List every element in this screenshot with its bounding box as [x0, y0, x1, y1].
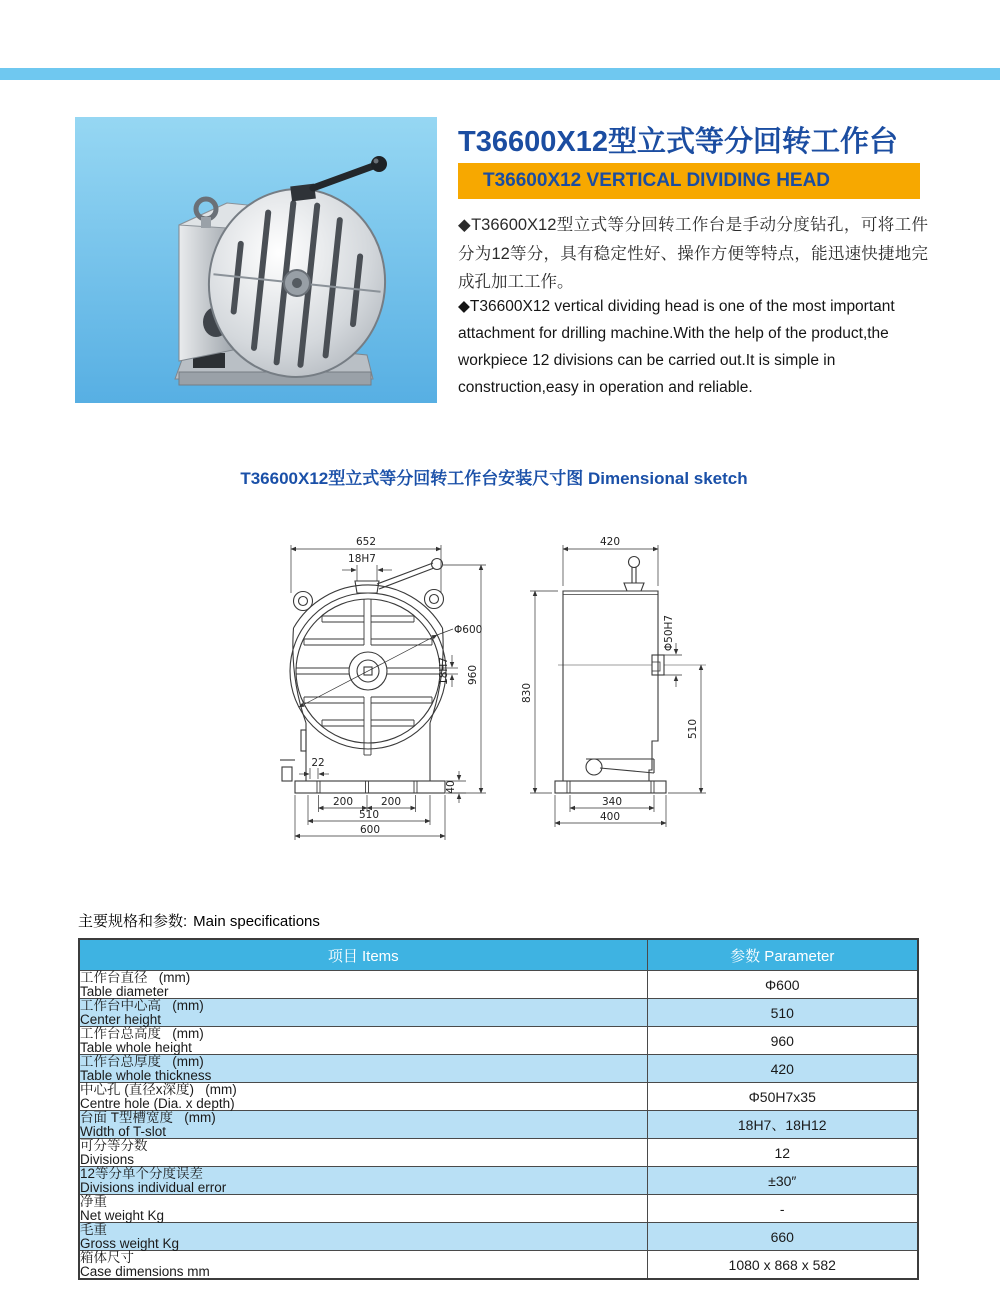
front-view	[280, 559, 446, 794]
item-zh: 中心孔 (直径x深度) (mm)	[80, 1082, 237, 1097]
table-row	[79, 1139, 918, 1167]
dim-label: 200	[332, 796, 354, 808]
param-value: 1080 x 868 x 582	[647, 1251, 918, 1280]
table-row	[79, 1251, 918, 1280]
item-zh: 工作台直径 (mm)	[80, 970, 191, 985]
dim-label: 420	[599, 536, 621, 548]
side-view-labels	[521, 536, 699, 823]
item-en: Net weight Kg	[80, 1208, 165, 1223]
table-header-parameter: 参数 Parameter	[647, 939, 918, 971]
dim-label: 510	[687, 718, 699, 740]
dim-label: 18H7	[438, 657, 450, 685]
param-value: 510	[647, 999, 918, 1027]
dim-label: 340	[601, 796, 623, 808]
param-value: 420	[647, 1055, 918, 1083]
item-en: Table whole height	[80, 1040, 192, 1055]
specs-heading-zh: 主要规格和参数:	[78, 913, 188, 930]
side-view	[555, 557, 706, 794]
param-value: 18H7、18H12	[647, 1111, 918, 1139]
dim-label: 600	[359, 824, 381, 836]
table-header-items: 项目 Items	[79, 939, 647, 971]
product-subtitle-banner: T36600X12 VERTICAL DIVIDING HEAD	[458, 163, 920, 199]
sketch-title: T36600X12型立式等分回转工作台安装尺寸图 Dimensional sketch	[240, 469, 748, 488]
dim-label: 22	[311, 757, 325, 769]
item-zh: 工作台总厚度 (mm)	[80, 1054, 204, 1069]
dimensional-sketch	[258, 523, 722, 867]
table-header-row	[79, 939, 918, 971]
item-en: Width of T-slot	[80, 1124, 167, 1139]
param-value: Φ600	[647, 971, 918, 999]
dim-label: 830	[521, 682, 533, 704]
item-zh: 可分等分数	[80, 1138, 148, 1153]
dim-label: Φ600	[454, 624, 483, 636]
item-en: Center height	[80, 1012, 162, 1027]
dim-label: 400	[599, 811, 621, 823]
item-en: Case dimensions mm	[80, 1264, 210, 1279]
dim-label: 960	[467, 664, 479, 686]
item-en: Table diameter	[80, 984, 169, 999]
item-zh: 毛重	[80, 1222, 107, 1237]
product-photo	[75, 117, 437, 403]
dim-label: 18H7	[348, 553, 376, 565]
specs-table	[78, 938, 919, 1280]
page-title: T36600X12型立式等分回转工作台	[458, 126, 898, 158]
table-row	[79, 999, 918, 1027]
description-en: ◆T36600X12 vertical dividing head is one of the most important attachment for drilling machine.With the help of the product,the workpiece 12 divisions can be carried out.It is simple in construction,easy in operation and reliable.	[458, 298, 895, 396]
param-value: 12	[647, 1139, 918, 1167]
item-zh: 台面 T型槽宽度 (mm)	[80, 1110, 216, 1125]
table-row	[79, 1223, 918, 1251]
dim-label: 200	[380, 796, 402, 808]
side-view-dimensions	[530, 545, 706, 827]
table-row	[79, 971, 918, 999]
dim-label: 40	[445, 780, 457, 794]
top-accent-bar	[0, 68, 1000, 80]
item-zh: 工作台中心高 (mm)	[80, 998, 204, 1013]
table-row	[79, 1167, 918, 1195]
table-row	[79, 1111, 918, 1139]
param-value: 960	[647, 1027, 918, 1055]
param-value: -	[647, 1195, 918, 1223]
param-value: ±30″	[647, 1167, 918, 1195]
param-value: Φ50H7x35	[647, 1083, 918, 1111]
item-en: Divisions	[80, 1152, 135, 1167]
table-row	[79, 1027, 918, 1055]
item-en: Centre hole (Dia. x depth)	[80, 1096, 235, 1111]
dim-label: 652	[355, 536, 377, 548]
machine-illustration	[75, 117, 437, 403]
item-en: Gross weight Kg	[80, 1236, 180, 1251]
item-zh: 12等分单个分度误差	[80, 1166, 204, 1181]
item-en: Table whole thickness	[80, 1068, 212, 1083]
specs-heading	[78, 910, 320, 931]
front-view-labels	[311, 536, 482, 836]
item-zh: 净重	[80, 1194, 107, 1209]
item-en: Divisions individual error	[80, 1180, 227, 1195]
item-zh: 工作台总高度 (mm)	[80, 1026, 204, 1041]
table-row	[79, 1055, 918, 1083]
table-row	[79, 1083, 918, 1111]
param-value: 660	[647, 1223, 918, 1251]
item-zh: 箱体尺寸	[80, 1250, 134, 1265]
table-row	[79, 1195, 918, 1223]
specs-heading-en: Main specifications	[193, 913, 320, 930]
description-zh: ◆T36600X12型立式等分回转工作台是手动分度钻孔，可将工件分为12等分，具有稳定性好、操作方便等特点，能迅速快捷地完成孔加工工作。	[458, 216, 928, 291]
dim-label: Φ50H7	[663, 614, 675, 652]
dim-label: 510	[358, 809, 380, 821]
